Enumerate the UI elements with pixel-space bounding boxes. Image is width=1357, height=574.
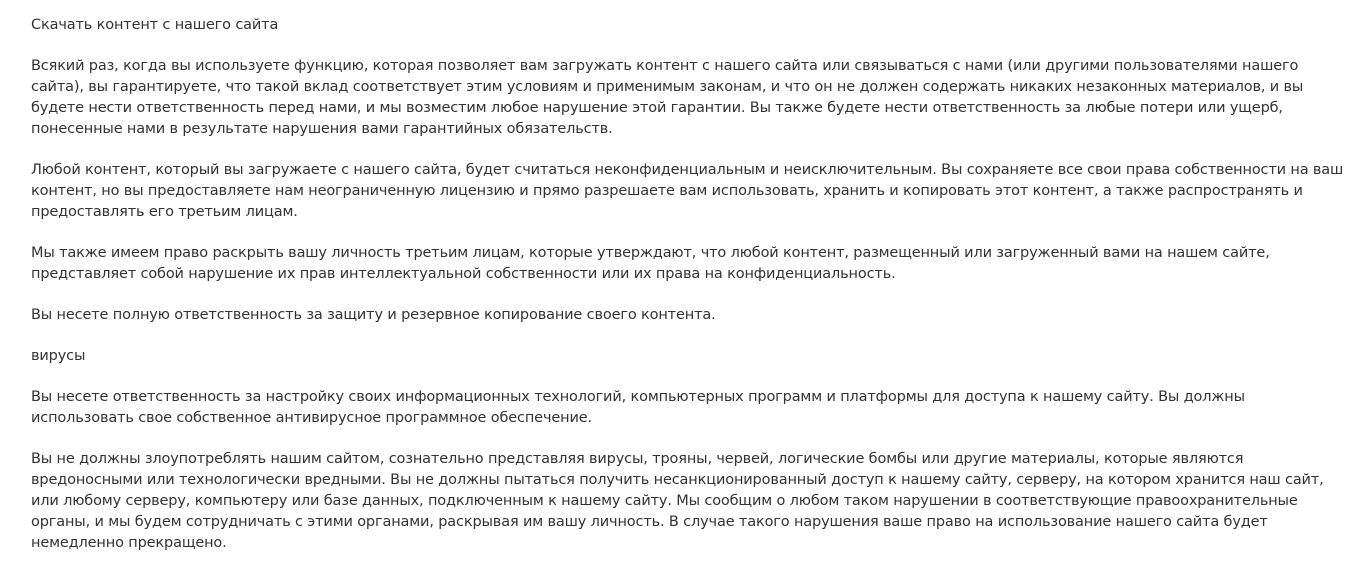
section-heading-viruses: вирусы bbox=[31, 348, 86, 364]
paragraph-contribution-warranty: Всякий раз, когда вы используете функцию, которая позволяет вам загружать контент с нашего сайта или связываться с нами (или другими пользователями нашего сайта), вы гарантируете, что такой вклад соответствует этим условиям и применимым законам, и что он не должен содержать никаких незаконных материалов, и вы будете нести ответственность перед нами, и мы возместим любое нарушение этой гарантии. Вы также будете нести ответственность за любые потери или ущерб, понесенные нами в результате нарушения вами гарантийных обязательств. bbox=[31, 58, 1304, 137]
paragraph-antivirus: Вы несете ответственность за настройку своих информационных технологий, компьютерных программ и платформы для доступа к нашему сайту. Вы должны использовать свое собственное антивирусное программное обеспечение. bbox=[31, 389, 1245, 426]
paragraph-content-license: Любой контент, который вы загружаете с нашего сайта, будет считаться неконфиденциальным и неисключительным. Вы сохраняете все свои права собственности на ваш контент, но вы предоставляете нам неограниченную лицензию и прямо разрешаете вам использовать, хранить и копировать этот контент, а также распространять и предоставлять его третьим лицам. bbox=[31, 162, 1344, 220]
section-heading-download: Скачать контент с нашего сайта bbox=[31, 17, 279, 33]
paragraph-misuse: Вы не должны злоупотреблять нашим сайтом, сознательно представляя вирусы, трояны, червей, логические бомбы или другие материалы, которые являются вредоносными или технологически вредными. Вы не должны пытаться получить несанкционированный доступ к нашему сайту, серверу, на котором хранится наш сайт, или любому серверу, компьютеру или базе данных, подключенным к нашему сайту. Мы сообщим о любом таком нарушении в соответствующие правоохранительные органы, и мы будем сотрудничать с этими органами, раскрывая им вашу личность. В случае такого нарушения ваше право на использование нашего сайта будет немедленно прекращено. bbox=[31, 451, 1324, 551]
paragraph-backup-responsibility: Вы несете полную ответственность за защиту и резервное копирование своего контента. bbox=[31, 307, 716, 323]
paragraph-identity-disclosure: Мы также имеем право раскрыть вашу личность третьим лицам, которые утверждают, что любой контент, размещенный или загруженный вами на нашем сайте, представляет собой нарушение их прав интеллектуальной собственности или их права на конфиденциальность. bbox=[31, 245, 1270, 282]
terms-document bbox=[31, 15, 1346, 574]
